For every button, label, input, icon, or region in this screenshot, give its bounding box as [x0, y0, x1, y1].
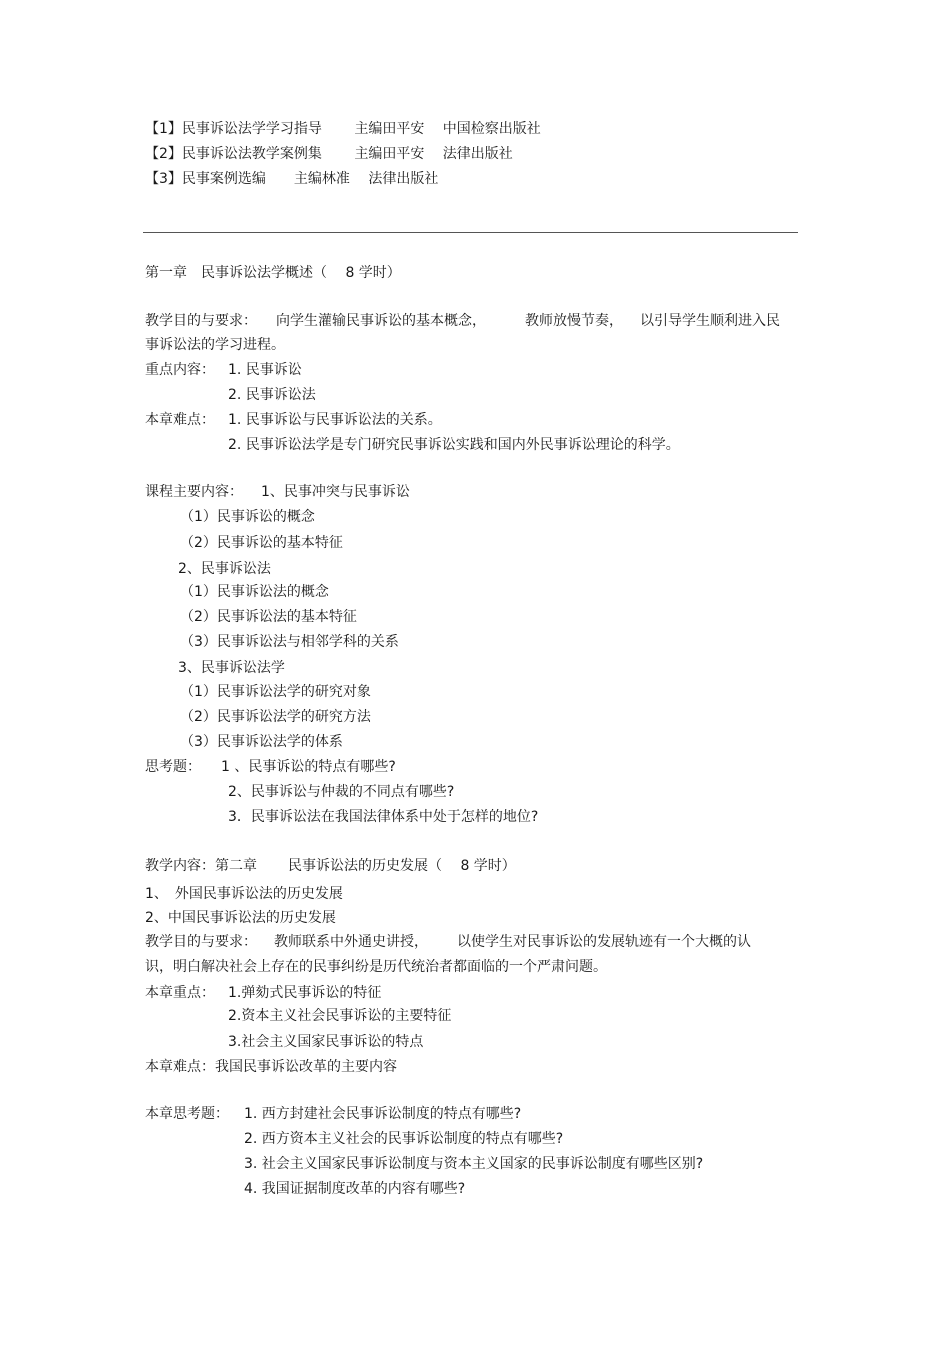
chapter2-think-item-4: 4. 我国证据制度改革的内容有哪些? [244, 1181, 466, 1197]
chapter2-key-item-1: 1.弹劾式民事诉讼的特征 [228, 985, 382, 1001]
chapter1-diff-label: 本章难点： [145, 412, 215, 428]
chapter1-goal-part-3: 以引导学生顺利进入民 [640, 313, 780, 329]
chapter2-title: 民事诉讼法的历史发展（ 8 学时） [288, 858, 516, 874]
chapter2-item-1: 1、 外国民事诉讼法的历史发展 [145, 886, 343, 902]
content-line: （3）民事诉讼法学的体系 [180, 734, 343, 750]
reference-1: 【1】民事诉讼法学学习指导 主编田平安 中国检察出版社 [145, 121, 541, 137]
content-line: （2）民事诉讼法的基本特征 [180, 609, 357, 625]
chapter1-think-item-3: 3．民事诉讼法在我国法律体系中处于怎样的地位? [228, 809, 539, 825]
chapter2-difficulty: 本章难点：我国民事诉讼改革的主要内容 [145, 1059, 397, 1075]
chapter1-goal-line2: 事诉讼法的学习进程。 [145, 337, 285, 353]
chapter1-think-item-2: 2、民事诉讼与仲裁的不同点有哪些? [228, 784, 455, 800]
chapter2-think-item-1: 1. 西方封建社会民事诉讼制度的特点有哪些? [244, 1106, 522, 1122]
chapter1-content-first: 1、民事冲突与民事诉讼 [261, 484, 410, 500]
content-line: 3、民事诉讼法学 [178, 660, 285, 676]
chapter2-title-prefix: 教学内容：第二章 [145, 858, 257, 874]
content-line: （3）民事诉讼法与相邻学科的关系 [180, 634, 399, 650]
reference-3: 【3】民事案例选编 主编林准 法律出版社 [145, 171, 439, 187]
content-line: （1）民事诉讼的概念 [180, 509, 315, 525]
content-line: 2、民事诉讼法 [178, 561, 271, 577]
chapter2-goal-line2: 识，明白解决社会上存在的民事纠纷是历代统治者都面临的一个严肃问题。 [145, 959, 607, 975]
chapter2-key-label: 本章重点： [145, 985, 215, 1001]
chapter2-item-2: 2、中国民事诉讼法的历史发展 [145, 910, 336, 926]
chapter2-think-item-2: 2. 西方资本主义社会的民事诉讼制度的特点有哪些? [244, 1131, 564, 1147]
chapter2-goal-part-2: 以使学生对民事诉讼的发展轨迹有一个大概的认 [457, 934, 751, 950]
chapter1-think-label: 思考题： [145, 759, 201, 775]
chapter1-content-label: 课程主要内容： [145, 484, 243, 500]
chapter1-key-item-1: 1. 民事诉讼 [228, 362, 302, 378]
chapter2-goal-label: 教学目的与要求： [145, 934, 257, 950]
chapter1-diff-item-1: 1. 民事诉讼与民事诉讼法的关系。 [228, 412, 442, 428]
chapter1-key-item-2: 2. 民事诉讼法 [228, 387, 316, 403]
chapter1-title: 第一章 民事诉讼法学概述（ 8 学时） [145, 265, 401, 281]
chapter1-goal-label: 教学目的与要求： [145, 313, 257, 329]
reference-2: 【2】民事诉讼法教学案例集 主编田平安 法律出版社 [145, 146, 513, 162]
chapter2-key-item-3: 3.社会主义国家民事诉讼的特点 [228, 1034, 424, 1050]
chapter1-goal-part-2: 教师放慢节奏， [525, 313, 623, 329]
chapter1-think-item-1: 1 、民事诉讼的特点有哪些? [221, 759, 396, 775]
content-line: （1）民事诉讼法学的研究对象 [180, 684, 371, 700]
horizontal-divider [143, 232, 798, 233]
chapter1-diff-item-2: 2. 民事诉讼法学是专门研究民事诉讼实践和国内外民事诉讼理论的科学。 [228, 437, 680, 453]
chapter1-goal-part-1: 向学生灌输民事诉讼的基本概念， [276, 313, 486, 329]
content-line: （2）民事诉讼法学的研究方法 [180, 709, 371, 725]
chapter2-goal-part-1: 教师联系中外通史讲授， [274, 934, 428, 950]
content-line: （2）民事诉讼的基本特征 [180, 535, 343, 551]
chapter2-think-label: 本章思考题： [145, 1106, 229, 1122]
chapter2-key-item-2: 2.资本主义社会民事诉讼的主要特征 [228, 1008, 452, 1024]
chapter1-key-label: 重点内容： [145, 362, 215, 378]
chapter2-think-item-3: 3. 社会主义国家民事诉讼制度与资本主义国家的民事诉讼制度有哪些区别? [244, 1156, 704, 1172]
content-line: （1）民事诉讼法的概念 [180, 584, 329, 600]
